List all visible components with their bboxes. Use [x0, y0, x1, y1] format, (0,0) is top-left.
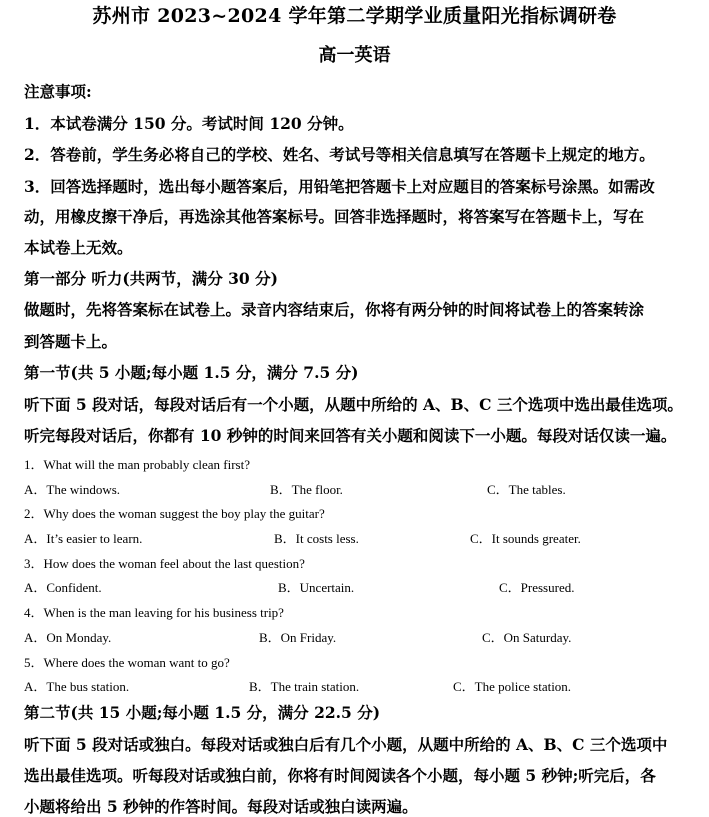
question-5-option-c: C．The police station.: [453, 679, 572, 694]
question-3-option-a: A．Confident.: [24, 580, 102, 595]
section2-heading: 第二节(共 15 小题;每小题 1.5 分，满分 22.5 分): [24, 703, 381, 722]
notice-item-3-end: 本试卷上无效。: [24, 238, 133, 257]
page-title: 苏州市 2023~2024 学年第二学期学业质量阳光指标调研卷: [92, 5, 617, 27]
question-4-option-c: C．On Saturday.: [482, 630, 572, 645]
section1-heading: 第一节(共 5 小题;每小题 1.5 分，满分 7.5 分): [24, 363, 359, 382]
section1-intro-line-2: 听完每段对话后，你都有 10 秒钟的时间来回答有关小题和阅读下一小题。每段对话仅读一遍。: [24, 426, 677, 445]
question-1-option-b: B．The floor.: [270, 482, 343, 497]
question-5-option-a: A．The bus station.: [24, 679, 130, 694]
question-3-option-c: C．Pressured.: [499, 580, 575, 595]
notice-item-1: 1．本试卷满分 150 分。考试时间 120 分钟。: [24, 114, 354, 133]
question-2-option-a: A．It’s easier to learn.: [24, 531, 143, 546]
question-4-option-a: A．On Monday.: [24, 630, 112, 645]
question-1: 1．What will the man probably clean first?: [24, 457, 250, 472]
question-1-option-a: A．The windows.: [24, 482, 121, 497]
question-3-option-b: B．Uncertain.: [278, 580, 355, 595]
notice-heading: 注意事项:: [24, 82, 92, 101]
question-4-option-b: B．On Friday.: [259, 630, 337, 645]
notice-item-3-cont: 动，用橡皮擦干净后，再选涂其他答案标号。回答非选择题时，将答案写在答题卡上，写在: [24, 207, 645, 226]
section2-intro-line-3: 小题将给出 5 秒钟的作答时间。每段对话或独白读两遍。: [24, 797, 418, 816]
part1-heading: 第一部分 听力(共两节，满分 30 分): [24, 269, 278, 288]
question-5: 5．Where does the woman want to go?: [24, 655, 230, 670]
notice-item-3: 3．回答选择题时，选出每小题答案后，用铅笔把答题卡上对应题目的答案标号涂黑。如需改: [24, 177, 655, 196]
section1-intro-line-1: 听下面 5 段对话，每段对话后有一个小题，从题中所给的 A、B、C 三个选项中选出最佳选项。: [24, 395, 683, 414]
notice-item-2: 2．答卷前，学生务必将自己的学校、姓名、考试号等相关信息填写在答题卡上规定的地方。: [24, 145, 655, 164]
question-2-option-c: C．It sounds greater.: [470, 531, 581, 546]
part1-intro-line-1: 做题时，先将答案标在试卷上。录音内容结束后，你将有两分钟的时间将试卷上的答案转涂: [24, 300, 645, 319]
section2-intro-line-1: 听下面 5 段对话或独白。每段对话或独白后有几个小题，从题中所给的 A、B、C 三个选项中: [24, 735, 668, 754]
question-4: 4．When is the man leaving for his business trip?: [24, 605, 284, 620]
page-subtitle: 高一英语: [318, 45, 391, 66]
question-2: 2．Why does the woman suggest the boy play the guitar?: [24, 506, 325, 521]
section2-intro-line-2: 选出最佳选项。听每段对话或独白前，你将有时间阅读各个小题，每小题 5 秒钟;听完后，各: [24, 766, 656, 785]
question-1-option-c: C．The tables.: [487, 482, 566, 497]
question-2-option-b: B．It costs less.: [274, 531, 359, 546]
question-5-option-b: B．The train station.: [249, 679, 360, 694]
question-3: 3．How does the woman feel about the last question?: [24, 556, 305, 571]
part1-intro-line-2: 到答题卡上。: [24, 332, 118, 351]
